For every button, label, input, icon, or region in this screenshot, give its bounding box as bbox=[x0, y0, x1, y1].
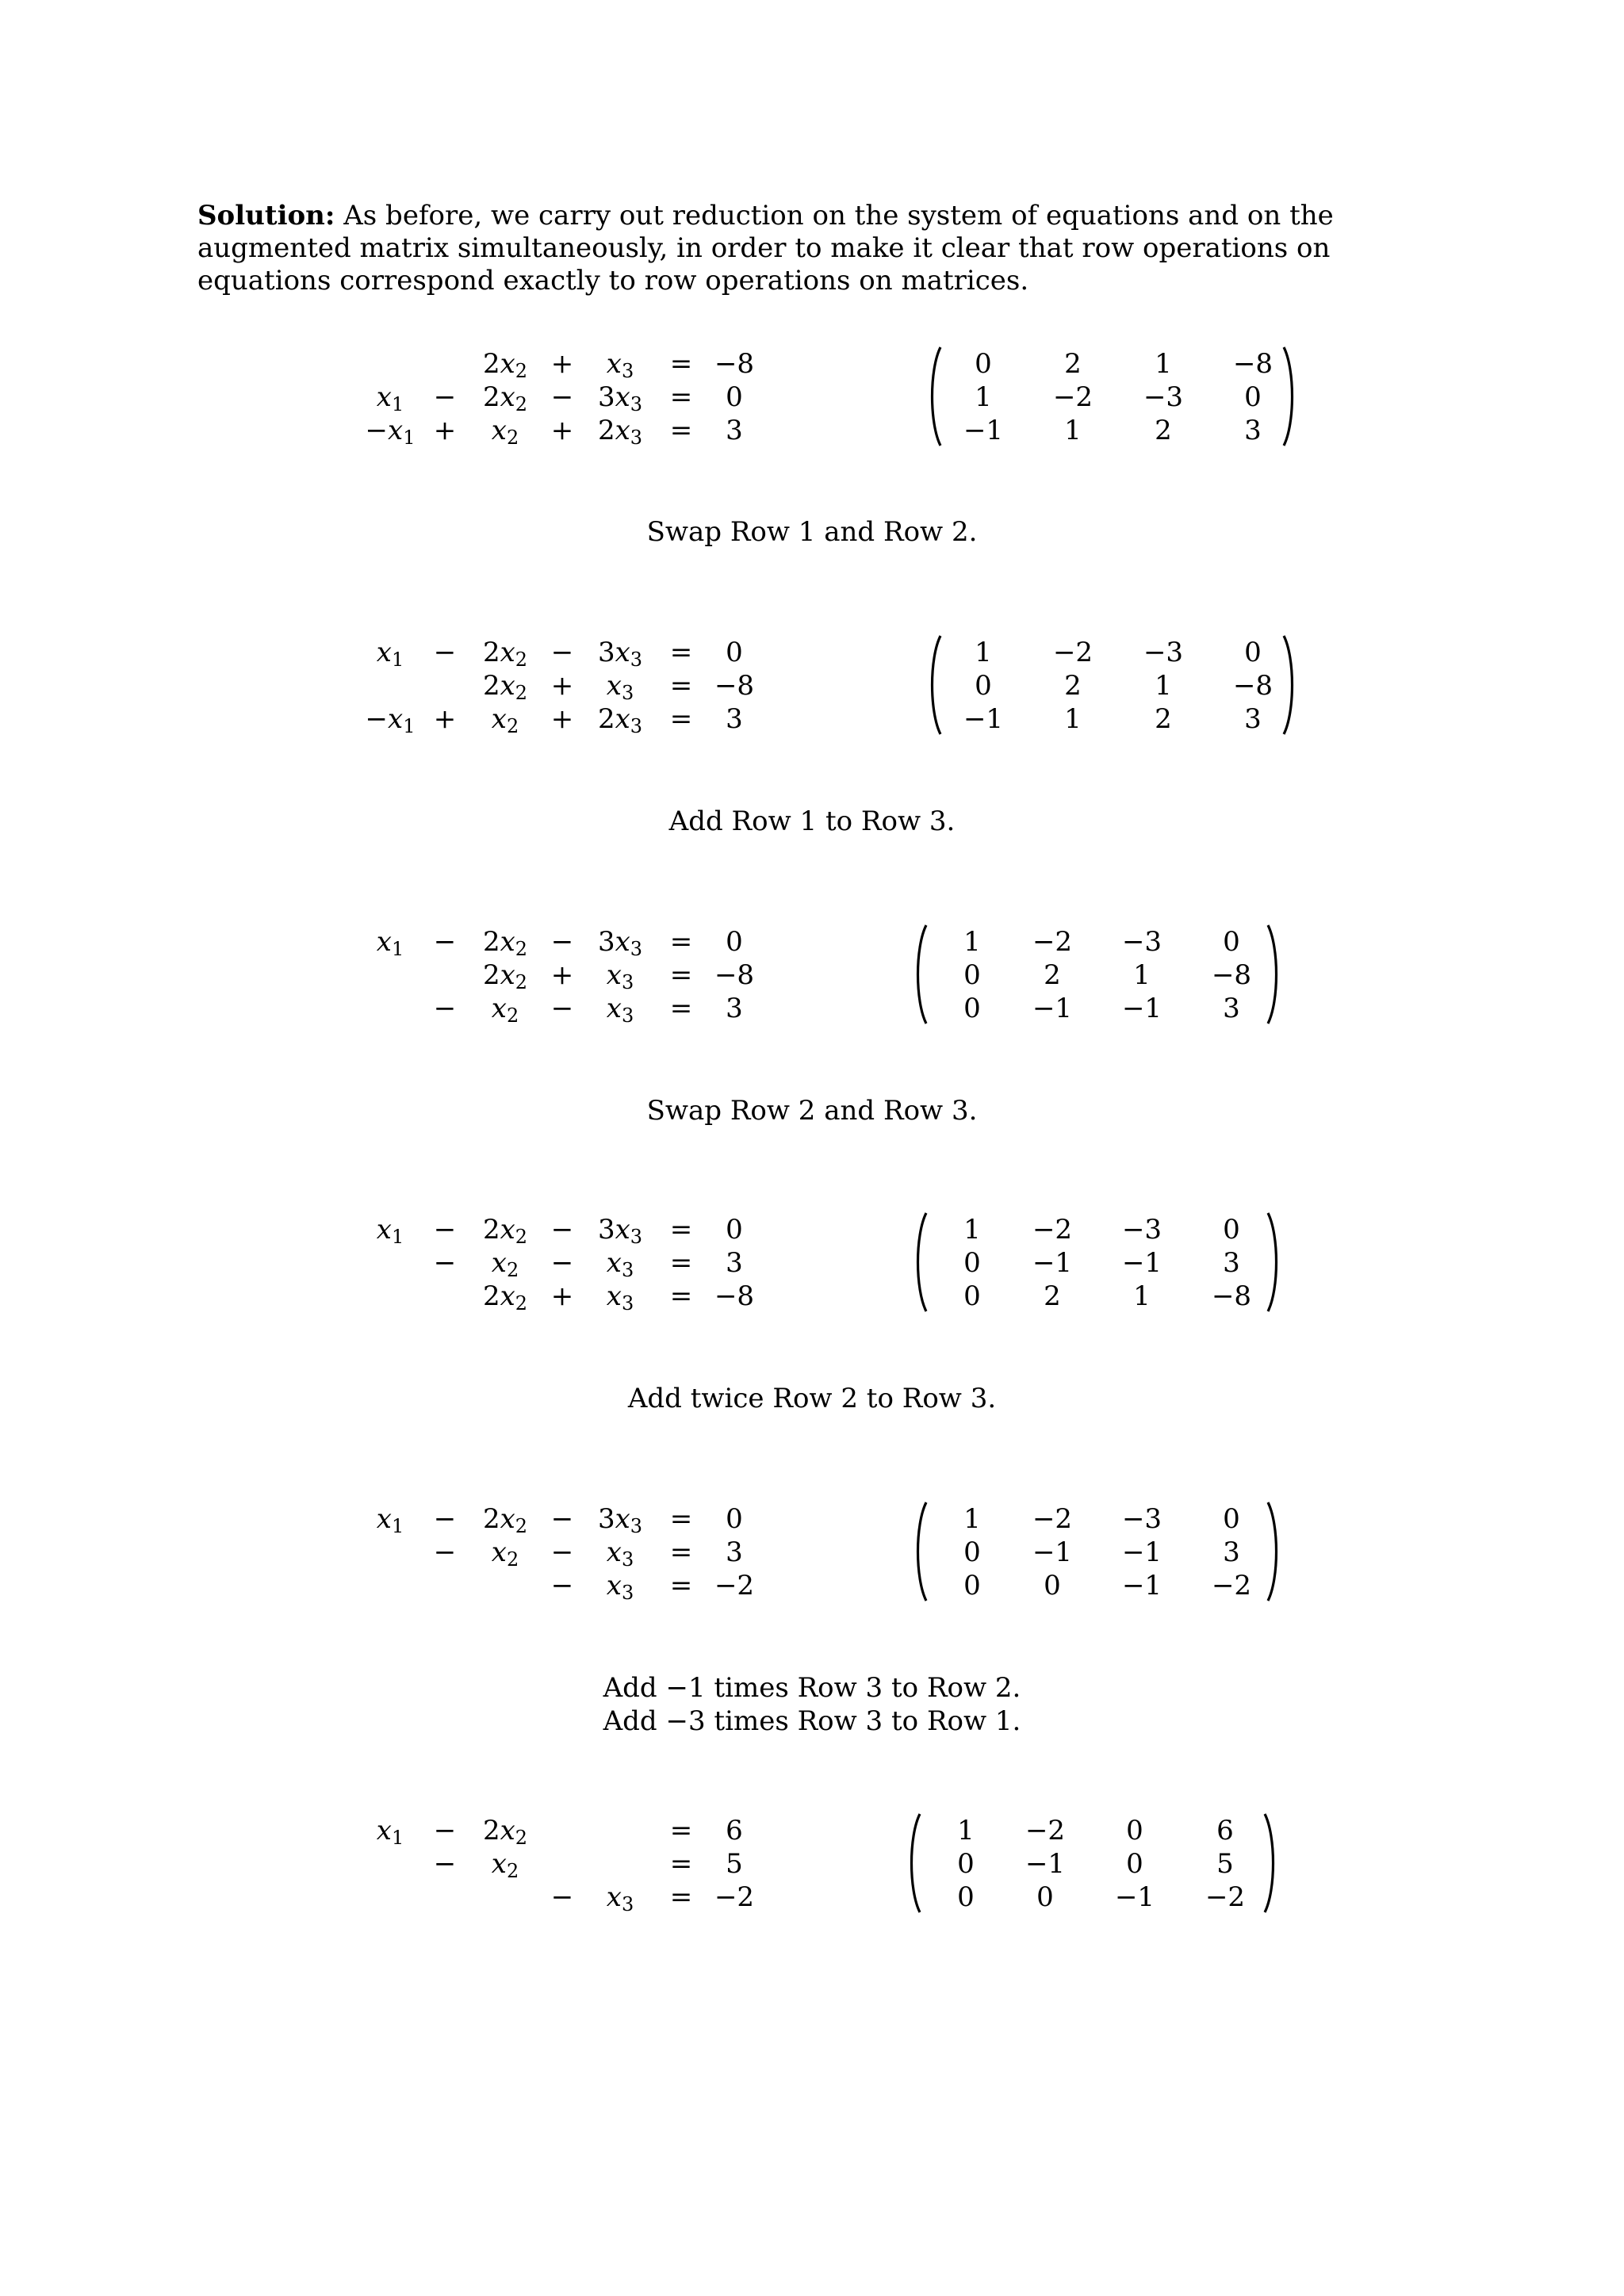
equation-term: − bbox=[550, 1881, 574, 1913]
matrix-entry: −1 bbox=[1032, 993, 1073, 1024]
equation-term: + bbox=[550, 348, 574, 380]
equation-term: $x_3$ bbox=[606, 1280, 634, 1314]
equation-term: $-x_1$ bbox=[365, 415, 416, 449]
matrix-entry: 0 bbox=[963, 993, 981, 1024]
matrix-entry: 0 bbox=[1126, 1815, 1143, 1846]
left-paren bbox=[928, 634, 942, 736]
equation-term: 0 bbox=[726, 381, 743, 413]
equation-term: $x_1$ bbox=[376, 1503, 404, 1537]
row-operation-caption: Add Row 1 to Row 3. bbox=[668, 806, 956, 837]
matrix-entry: −3 bbox=[1121, 1503, 1162, 1535]
equation-term: − bbox=[433, 1815, 457, 1846]
equation-term: $2x_2$ bbox=[482, 1280, 528, 1314]
left-paren bbox=[928, 346, 942, 447]
reduction-step bbox=[0, 346, 1624, 447]
equation-term: − bbox=[550, 1247, 574, 1279]
matrix-entry: 0 bbox=[1244, 381, 1262, 413]
right-paren bbox=[1282, 346, 1297, 447]
equation-term: + bbox=[433, 703, 457, 735]
reduction-step bbox=[0, 1211, 1624, 1313]
equation-term: $2x_2$ bbox=[482, 1815, 528, 1849]
matrix-entry: −3 bbox=[1143, 637, 1184, 668]
augmented-matrix bbox=[0, 1812, 1624, 1914]
augmented-matrix bbox=[0, 346, 1624, 447]
equation-term: $2x_2$ bbox=[482, 926, 528, 960]
matrix-entry: 3 bbox=[1223, 993, 1240, 1024]
equation-term: − bbox=[550, 1503, 574, 1535]
augmented-matrix bbox=[0, 924, 1624, 1025]
matrix-entry: 3 bbox=[1223, 1536, 1240, 1568]
equation-term: = bbox=[669, 1503, 693, 1535]
matrix-entry: 0 bbox=[957, 1848, 975, 1880]
matrix-entry: 0 bbox=[1126, 1848, 1143, 1880]
equation-term: = bbox=[669, 637, 693, 668]
matrix-entry: 2 bbox=[1155, 415, 1172, 446]
equation-term: $x_2$ bbox=[491, 1247, 519, 1281]
equation-term: $x_3$ bbox=[606, 993, 634, 1027]
equation-term: = bbox=[669, 1280, 693, 1312]
matrix-entry: −1 bbox=[1121, 1536, 1162, 1568]
equation-term: −8 bbox=[714, 670, 755, 702]
equation-term: 6 bbox=[726, 1815, 743, 1846]
equation-term: $x_3$ bbox=[606, 348, 634, 382]
equation-term: = bbox=[669, 993, 693, 1024]
row-operation-caption: Add twice Row 2 to Row 3. bbox=[627, 1383, 997, 1414]
equation-term: $2x_2$ bbox=[482, 637, 528, 671]
matrix-entry: 2 bbox=[1044, 1280, 1061, 1312]
equation-term: $x_1$ bbox=[376, 1815, 404, 1849]
equation-term: $x_3$ bbox=[606, 1570, 634, 1604]
matrix-entry: −1 bbox=[963, 703, 1004, 735]
row-operation-caption: Swap Row 2 and Row 3. bbox=[646, 1095, 978, 1127]
matrix-entry: 2 bbox=[1064, 348, 1082, 380]
matrix-entry: 1 bbox=[963, 1503, 981, 1535]
matrix-entry: 0 bbox=[1036, 1881, 1054, 1913]
matrix-entry: −2 bbox=[1032, 926, 1073, 958]
equation-term: − bbox=[433, 1247, 457, 1279]
augmented-matrix bbox=[0, 1501, 1624, 1602]
matrix-entry: −8 bbox=[1232, 670, 1274, 702]
equation-term: −8 bbox=[714, 1280, 755, 1312]
equation-term: 0 bbox=[726, 1214, 743, 1246]
matrix-entry: 1 bbox=[957, 1815, 975, 1846]
matrix-entry: 3 bbox=[1223, 1247, 1240, 1279]
matrix-entry: 0 bbox=[975, 348, 992, 380]
equation-term: + bbox=[550, 1280, 574, 1312]
equation-term: $3x_3$ bbox=[597, 637, 643, 671]
matrix-entry: 2 bbox=[1155, 703, 1172, 735]
equation-term: $x_1$ bbox=[376, 381, 404, 415]
matrix-entry: 1 bbox=[975, 381, 992, 413]
matrix-entry: 2 bbox=[1064, 670, 1082, 702]
equation-term: $x_1$ bbox=[376, 926, 404, 960]
equation-term: − bbox=[433, 1214, 457, 1246]
matrix-entry: −2 bbox=[1211, 1570, 1252, 1601]
equation-term: − bbox=[433, 993, 457, 1024]
equation-term: −2 bbox=[714, 1570, 755, 1601]
matrix-entry: 1 bbox=[1133, 959, 1151, 991]
equation-term: $2x_2$ bbox=[482, 959, 528, 993]
equation-term: − bbox=[550, 1214, 574, 1246]
equation-term: = bbox=[669, 959, 693, 991]
equation-term: − bbox=[433, 1503, 457, 1535]
matrix-entry: −1 bbox=[1114, 1881, 1155, 1913]
matrix-entry: −2 bbox=[1032, 1503, 1073, 1535]
matrix-entry: 5 bbox=[1216, 1848, 1234, 1880]
matrix-entry: −1 bbox=[1032, 1247, 1073, 1279]
right-paren bbox=[1266, 1501, 1281, 1602]
augmented-matrix bbox=[0, 634, 1624, 736]
matrix-entry: 1 bbox=[963, 1214, 981, 1246]
solution-paragraph bbox=[197, 200, 1434, 297]
equation-term: −2 bbox=[714, 1881, 755, 1913]
matrix-entry: 0 bbox=[1223, 926, 1240, 958]
equation-term: 3 bbox=[726, 1536, 743, 1568]
equation-term: $x_1$ bbox=[376, 637, 404, 671]
matrix-entry: −3 bbox=[1121, 1214, 1162, 1246]
matrix-entry: 2 bbox=[1044, 959, 1061, 991]
equation-term: −8 bbox=[714, 959, 755, 991]
equation-term: + bbox=[550, 670, 574, 702]
matrix-entry: −1 bbox=[1121, 993, 1162, 1024]
left-paren bbox=[907, 1812, 921, 1914]
equation-term: − bbox=[550, 993, 574, 1024]
matrix-entry: 3 bbox=[1244, 703, 1262, 735]
equation-term: 0 bbox=[726, 926, 743, 958]
equation-term: − bbox=[550, 381, 574, 413]
equation-term: − bbox=[550, 926, 574, 958]
equation-term: $3x_3$ bbox=[597, 381, 643, 415]
equation-term: = bbox=[669, 348, 693, 380]
equation-term: $x_2$ bbox=[491, 1848, 519, 1882]
equation-term: 3 bbox=[726, 993, 743, 1024]
equation-term: − bbox=[433, 1536, 457, 1568]
matrix-entry: −2 bbox=[1052, 381, 1094, 413]
right-paren bbox=[1266, 1211, 1281, 1313]
equation-term: = bbox=[669, 703, 693, 735]
equation-term: − bbox=[433, 381, 457, 413]
equation-term: = bbox=[669, 1570, 693, 1601]
equation-term: 3 bbox=[726, 1247, 743, 1279]
matrix-entry: −1 bbox=[1032, 1536, 1073, 1568]
equation-term: = bbox=[669, 415, 693, 446]
row-operation-caption: Add −1 times Row 3 to Row 2. bbox=[603, 1672, 1021, 1704]
equation-term: 0 bbox=[726, 1503, 743, 1535]
matrix-entry: 1 bbox=[1064, 703, 1082, 735]
equation-term: $-x_1$ bbox=[365, 703, 416, 737]
matrix-entry: 0 bbox=[963, 1570, 981, 1601]
equation-term: $x_3$ bbox=[606, 1247, 634, 1281]
matrix-entry: 0 bbox=[975, 670, 992, 702]
equation-term: $2x_2$ bbox=[482, 348, 528, 382]
equation-term: + bbox=[550, 703, 574, 735]
equation-term: = bbox=[669, 381, 693, 413]
equation-term: $2x_3$ bbox=[597, 703, 643, 737]
matrix-entry: −1 bbox=[963, 415, 1004, 446]
equation-term: $x_1$ bbox=[376, 1214, 404, 1248]
matrix-entry: −2 bbox=[1032, 1214, 1073, 1246]
matrix-entry: 3 bbox=[1244, 415, 1262, 446]
equation-term: −8 bbox=[714, 348, 755, 380]
matrix-entry: 1 bbox=[975, 637, 992, 668]
equation-term: $x_2$ bbox=[491, 1536, 519, 1571]
matrix-entry: 0 bbox=[1223, 1214, 1240, 1246]
equation-term: $x_3$ bbox=[606, 670, 634, 704]
matrix-entry: −3 bbox=[1143, 381, 1184, 413]
equation-term: 0 bbox=[726, 637, 743, 668]
matrix-entry: 1 bbox=[963, 926, 981, 958]
equation-term: − bbox=[433, 637, 457, 668]
matrix-entry: −1 bbox=[1025, 1848, 1066, 1880]
matrix-entry: 0 bbox=[963, 1280, 981, 1312]
equation-term: = bbox=[669, 670, 693, 702]
equation-term: $2x_2$ bbox=[482, 1503, 528, 1537]
left-paren bbox=[914, 924, 928, 1025]
matrix-entry: 1 bbox=[1155, 670, 1172, 702]
equation-term: $x_2$ bbox=[491, 415, 519, 449]
equation-term: $x_2$ bbox=[491, 703, 519, 737]
matrix-entry: 0 bbox=[1244, 637, 1262, 668]
matrix-entry: −8 bbox=[1211, 1280, 1252, 1312]
right-paren bbox=[1266, 924, 1281, 1025]
matrix-entry: −1 bbox=[1121, 1570, 1162, 1601]
equation-term: $3x_3$ bbox=[597, 926, 643, 960]
equation-term: + bbox=[550, 959, 574, 991]
matrix-entry: −3 bbox=[1121, 926, 1162, 958]
equation-term: $2x_2$ bbox=[482, 381, 528, 415]
equation-term: − bbox=[550, 637, 574, 668]
equation-term: − bbox=[550, 1570, 574, 1601]
equation-term: $2x_2$ bbox=[482, 670, 528, 704]
equation-term: $x_3$ bbox=[606, 959, 634, 993]
matrix-entry: 0 bbox=[1223, 1503, 1240, 1535]
equation-term: 5 bbox=[726, 1848, 743, 1880]
equation-term: $x_2$ bbox=[491, 993, 519, 1027]
equation-term: − bbox=[550, 1536, 574, 1568]
equation-term: + bbox=[550, 415, 574, 446]
equation-term: = bbox=[669, 1815, 693, 1846]
equation-term: = bbox=[669, 926, 693, 958]
reduction-step bbox=[0, 924, 1624, 1025]
matrix-entry: 1 bbox=[1133, 1280, 1151, 1312]
matrix-entry: −2 bbox=[1205, 1881, 1246, 1913]
equation-term: = bbox=[669, 1536, 693, 1568]
matrix-entry: −2 bbox=[1025, 1815, 1066, 1846]
matrix-entry: −2 bbox=[1052, 637, 1094, 668]
augmented-matrix bbox=[0, 1211, 1624, 1313]
equation-term: = bbox=[669, 1848, 693, 1880]
matrix-entry: 0 bbox=[963, 959, 981, 991]
row-operation-caption: Add −3 times Row 3 to Row 1. bbox=[603, 1705, 1021, 1737]
matrix-entry: 0 bbox=[1044, 1570, 1061, 1601]
equation-term: − bbox=[433, 1848, 457, 1880]
matrix-entry: 6 bbox=[1216, 1815, 1234, 1846]
equation-term: = bbox=[669, 1247, 693, 1279]
equation-term: $3x_3$ bbox=[597, 1214, 643, 1248]
matrix-entry: 1 bbox=[1155, 348, 1172, 380]
reduction-step bbox=[0, 1501, 1624, 1602]
solution-text: As before, we carry out reduction on the system of equations and on the augmented matrix simultaneously, in order to make it clear that row operations on equations correspond exactly to row operations on matrices. bbox=[197, 200, 1334, 297]
equation-term: 3 bbox=[726, 703, 743, 735]
equation-term: = bbox=[669, 1881, 693, 1913]
reduction-step bbox=[0, 1812, 1624, 1914]
matrix-entry: 0 bbox=[963, 1247, 981, 1279]
equation-term: $x_3$ bbox=[606, 1536, 634, 1571]
matrix-entry: 0 bbox=[957, 1881, 975, 1913]
solution-label: Solution: bbox=[197, 200, 335, 232]
equation-term: $x_3$ bbox=[606, 1881, 634, 1915]
equation-term: − bbox=[433, 926, 457, 958]
matrix-entry: −8 bbox=[1232, 348, 1274, 380]
equation-term: + bbox=[433, 415, 457, 446]
equation-term: $3x_3$ bbox=[597, 1503, 643, 1537]
equation-term: = bbox=[669, 1214, 693, 1246]
equation-term: 3 bbox=[726, 415, 743, 446]
right-paren bbox=[1263, 1812, 1277, 1914]
matrix-entry: −1 bbox=[1121, 1247, 1162, 1279]
left-paren bbox=[914, 1211, 928, 1313]
matrix-entry: 1 bbox=[1064, 415, 1082, 446]
right-paren bbox=[1282, 634, 1297, 736]
equation-term: $2x_3$ bbox=[597, 415, 643, 449]
row-operation-caption: Swap Row 1 and Row 2. bbox=[646, 516, 978, 548]
left-paren bbox=[914, 1501, 928, 1602]
matrix-entry: 0 bbox=[963, 1536, 981, 1568]
reduction-step bbox=[0, 634, 1624, 736]
equation-term: $2x_2$ bbox=[482, 1214, 528, 1248]
matrix-entry: −8 bbox=[1211, 959, 1252, 991]
